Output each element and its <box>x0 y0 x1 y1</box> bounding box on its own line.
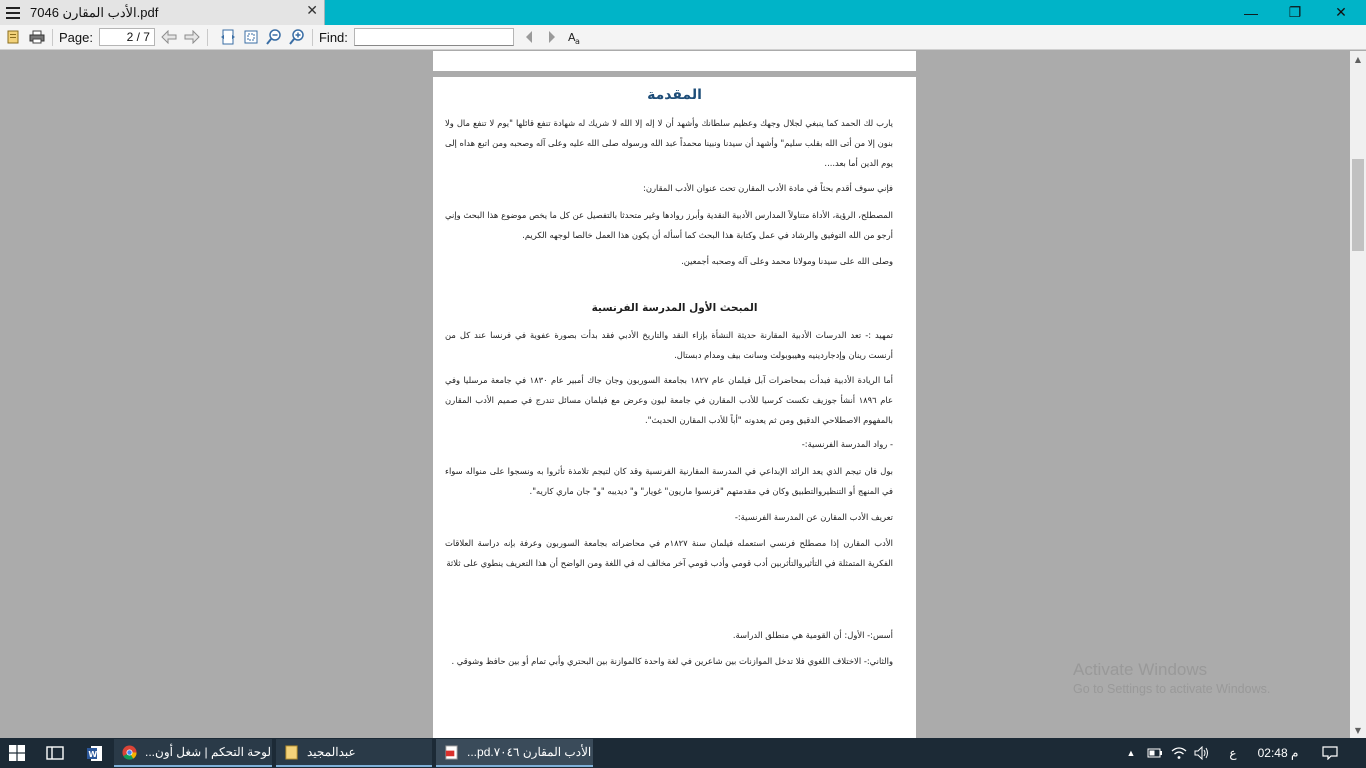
task-view-icon[interactable] <box>40 738 70 768</box>
intro-paragraph: المصطلح، الرؤية، الأداة متناولاً المدارس الأدبية النقدية وأبرز روادها وغير متحدثا بالتفصيل عن كل ما يخص موضوع هذا البحث وإني أرجو من الله التوفيق والرشاد في عمل وكتابة هذا البحث كما أسأله أن يكون هذا العمل خالصا لوجهه الكريم. <box>445 210 893 240</box>
body-paragraph: أسس:- الأول: أن القومية هي منطلق الدراسة. <box>732 630 893 640</box>
taskbar-item-label: لوحة التحكم | شغل أون... <box>145 745 272 759</box>
toolbar-divider <box>207 29 208 46</box>
print-icon[interactable] <box>28 28 46 46</box>
taskbar <box>0 738 1366 768</box>
battery-icon[interactable] <box>1146 738 1164 768</box>
intro-paragraph: يارب لك الحمد كما ينبغي لجلال وجهك وعظيم سلطانك وأشهد أن لا إله إلا الله لا شريك له شهادة تنفع قائلها "يوم لا تنفع مال ولا بنون إلا من أتى الله بقلب سليم" وأشهد أن سيدنا ونبينا محمداً عبد الله ورسوله صلى الله عليه وعلى آله وصحبه ومن اتبع هداه إلى يوم الدين أما بعد.... <box>445 118 893 168</box>
find-next-icon[interactable] <box>543 28 561 46</box>
fit-page-icon[interactable] <box>242 28 260 46</box>
scroll-down-icon[interactable]: ▼ <box>1354 725 1362 735</box>
page-heading: المقدمة <box>647 87 702 103</box>
body-paragraph: والثاني:- الاختلاف اللغوي فلا تدخل الموازنات بين شاعرين في لغة واحدة كالموازنة بين البحتري وأبي تمام أو بين حافظ وشوقي . <box>451 656 893 666</box>
taskbar-item-folder[interactable] <box>276 739 432 767</box>
toolbar-divider <box>52 29 53 46</box>
watermark-title: Activate Windows <box>1073 660 1208 679</box>
chrome-icon <box>122 744 137 761</box>
show-hidden-icons-icon[interactable]: ▲ <box>1126 748 1136 758</box>
match-case-icon[interactable] <box>566 28 584 46</box>
document-viewer[interactable] <box>0 51 1350 738</box>
taskbar-item-control-panel[interactable] <box>114 739 272 767</box>
folder-icon <box>284 744 299 761</box>
section-title: المبحث الأول المدرسة الفرنسية <box>591 302 758 314</box>
maximize-button[interactable]: ❐ <box>1288 4 1302 20</box>
activate-windows-watermark <box>1073 660 1270 696</box>
scrollbar-thumb[interactable] <box>1352 159 1364 251</box>
close-button[interactable]: ✕ <box>1335 4 1347 20</box>
start-icon[interactable] <box>0 738 34 768</box>
pdf-icon <box>444 744 459 761</box>
page-label: Page: <box>59 29 93 45</box>
next-page-icon[interactable] <box>183 28 201 46</box>
body-paragraph: أما الريادة الأدبية فبدأت بمحاضرات آبل فيلمان عام ١٨٢٧ بجامعة السوربون وجان جاك أمبير عام ١٨٣٠ في جامعة مرسليا وفي عام ١٨٩٦ أنشأ جوزيف تكست كرسيا للأدب المقارن في جامعة ليون وعرض مع فيلمان مسائل تندرج في صميم الأدب المقارن بالمفهوم الاصطلاحي الدقيق ومن ثم يعدونه "أباً للأدب المقارن الحديث". <box>445 375 893 425</box>
watermark-subtitle: Go to Settings to activate Windows. <box>1073 682 1271 696</box>
vertical-scrollbar[interactable] <box>1350 51 1366 738</box>
body-paragraph: الأدب المقارن إذا مصطلح فرنسي استعمله فيلمان سنة ١٨٢٧م في محاضراته بجامعة السوربون وعرفة بإنه دراسة العلاقات الفكرية المتمثلة في التأثيروالتأثربين أدب قومي وأدب قومي آخر مخالف له في اللغة ومن الواضح أن هذا التعريف ينطوي على ثلاثة <box>445 538 893 568</box>
svg-text:W: W <box>87 749 97 759</box>
intro-paragraph: فإني سوف أقدم بحثاً في مادة الأدب المقارن تحت عنوان الأدب المقارن: <box>643 183 893 193</box>
zoom-out-icon[interactable] <box>265 28 283 46</box>
open-file-icon[interactable] <box>5 28 23 46</box>
zoom-in-icon[interactable] <box>288 28 306 46</box>
previous-page-icon[interactable] <box>160 28 178 46</box>
svg-text:a: a <box>574 37 580 45</box>
taskbar-item-label: الأدب المقارن ٧٠٤٦.pd... <box>467 745 592 759</box>
scroll-up-icon[interactable]: ▲ <box>1354 54 1362 64</box>
taskbar-item-pdf[interactable] <box>436 739 593 767</box>
word-icon[interactable] <box>80 738 108 768</box>
tab-close-icon[interactable]: ✕ <box>306 3 318 19</box>
tab-title: 7046 الأدب المقارن.pdf <box>30 4 159 20</box>
body-paragraph: - رواد المدرسة الفرنسية:- <box>801 439 893 449</box>
svg-text:A: A <box>567 31 576 44</box>
document-page <box>433 77 916 738</box>
clock[interactable]: 02:48 م <box>1257 746 1299 760</box>
document-tab[interactable] <box>0 0 325 25</box>
taskbar-item-label: عبدالمجيد <box>307 745 356 759</box>
find-input[interactable] <box>354 28 514 46</box>
find-previous-icon[interactable] <box>520 28 538 46</box>
volume-icon[interactable] <box>1193 738 1211 768</box>
intro-paragraph: وصلى الله على سيدنا ومولانا محمد وعلى آله وصحبه أجمعين. <box>681 256 893 266</box>
menu-icon[interactable] <box>6 7 20 19</box>
title-bar <box>0 0 1366 25</box>
page-number-input[interactable]: 2 / 7 <box>99 28 155 46</box>
find-label: Find: <box>318 29 348 45</box>
body-paragraph: تعريف الأدب المقارن عن المدرسة الفرنسية:- <box>734 512 893 522</box>
fit-width-icon[interactable] <box>219 28 237 46</box>
body-paragraph: تمهيد :- تعد الدرسات الأدبية المقارنة حديثة النشأة بإزاء النقد والتاريخ الأدبي فقد بدأت بصورة عفوية في فرنسا عند كل من أرنست رينان وإدجاردينيه وهيبوبولت وسانت بيف ومدام دبستال. <box>445 330 893 360</box>
input-language-indicator[interactable]: ع <box>1229 746 1237 760</box>
body-paragraph: بول فان تيجم الذي يعد الرائد الإبداعي في المدرسة المقارنية الفرنسية وقد كان لتيجم تلامذة تأثروا به ونسجوا على منواله سواء في المنهج أو التنظيروالتطبيق وكان في مقدمتهم "فرنسوا ماريون" غويار" و" ديديبه "و" جان ماري كاريه". <box>445 466 893 496</box>
toolbar <box>0 25 1366 50</box>
wifi-icon[interactable] <box>1170 738 1188 768</box>
minimize-button[interactable]: — <box>1244 4 1258 21</box>
toolbar-divider <box>312 29 313 46</box>
notifications-icon[interactable] <box>1316 738 1344 768</box>
previous-page <box>433 51 916 71</box>
